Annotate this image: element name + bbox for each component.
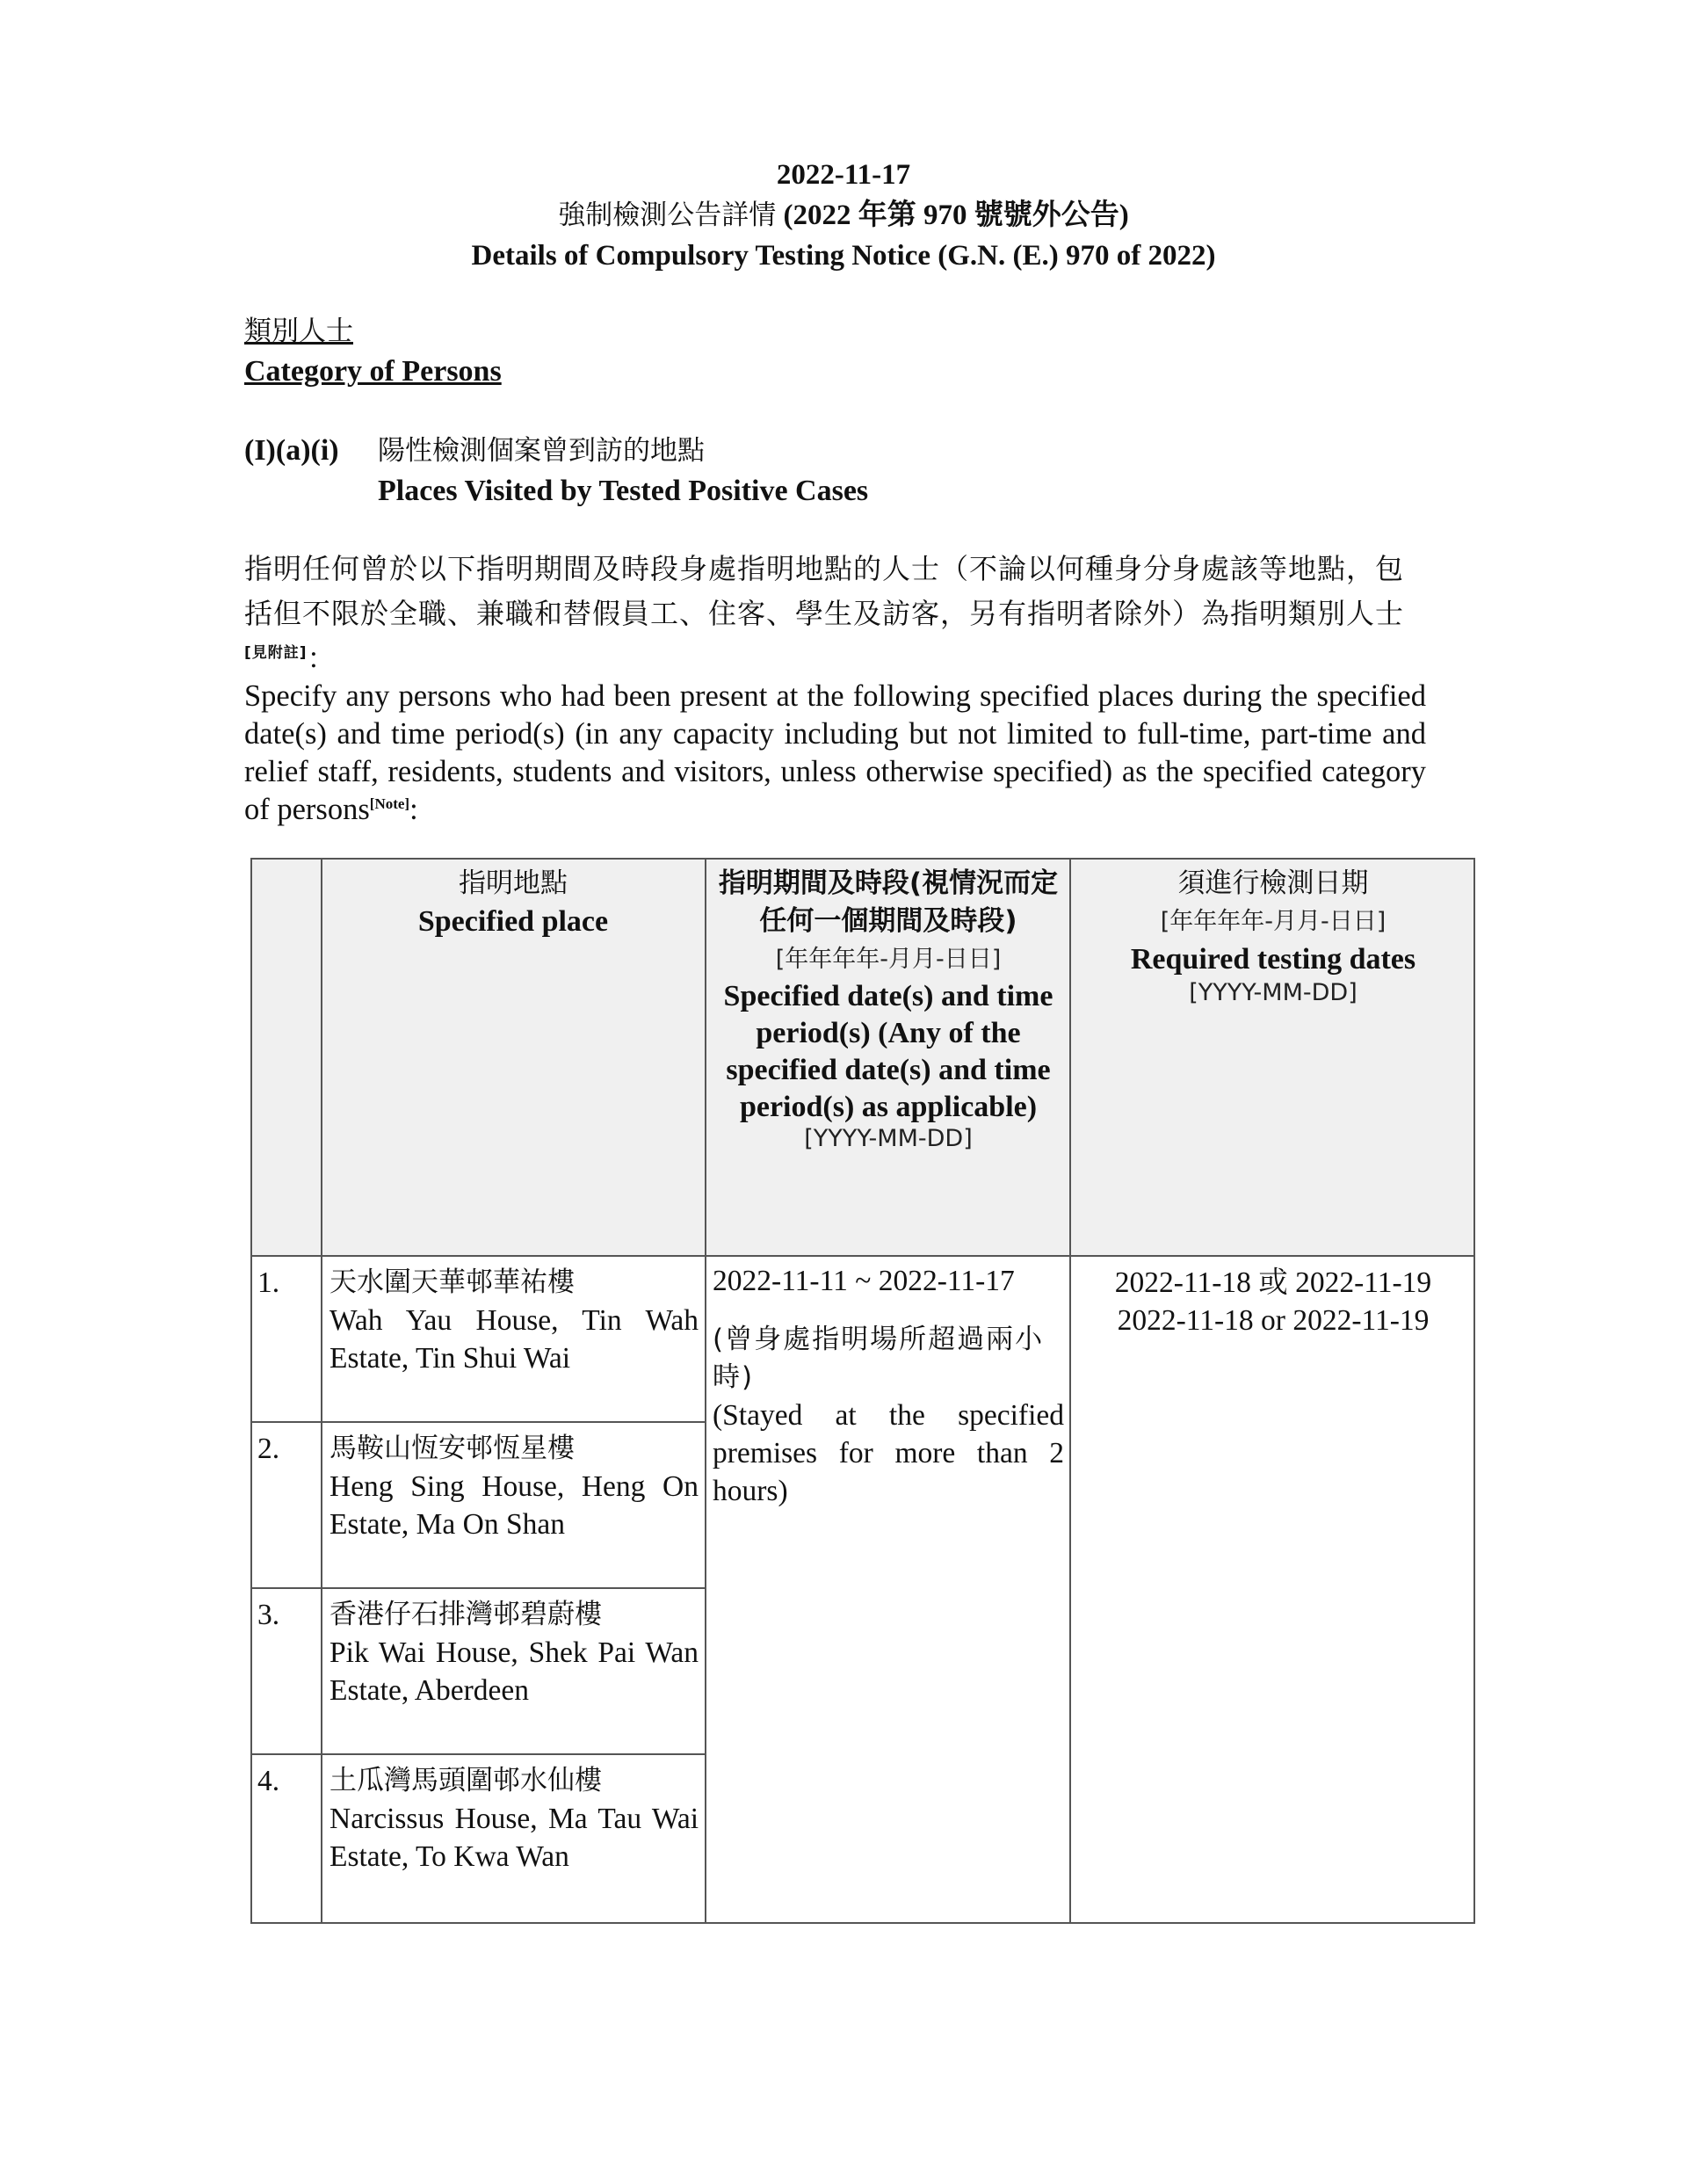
table-border-bottom	[250, 1922, 1475, 1924]
header-testing-en: Required testing dates	[1130, 943, 1416, 976]
section-number: (I)(a)(i)	[244, 434, 339, 467]
header-place-zh: 指明地點	[459, 867, 568, 899]
header-place-en: Specified place	[417, 905, 609, 938]
row-3-place-zh: 香港仔石排灣邨碧蔚樓	[329, 1599, 602, 1630]
places-table	[250, 858, 1475, 1924]
period-range: 2022-11-11 ~ 2022-11-17	[713, 1265, 1015, 1297]
title-zh-text: 強制檢測公告詳情	[558, 200, 777, 231]
header-testing-format-zh: [年年年年-月月-日日]	[1160, 908, 1387, 935]
intro-zh-end: ：	[307, 642, 337, 675]
header-specified-place	[324, 865, 702, 940]
header-testing-zh: 須進行檢測日期	[1177, 867, 1369, 899]
table-border-top	[250, 858, 1475, 860]
header-row-divider	[250, 1255, 1475, 1257]
period-condition-zh: (曾身處指明場所超過兩小時)	[713, 1324, 1045, 1393]
table-border-right	[1473, 858, 1475, 1924]
header-period-en: Specified date(s) and time period(s) (Any of the specified date(s) and time period(s) as applicable)	[723, 980, 1053, 1123]
row-4-place-en: Narcissus House, Ma Tau Wai Estate, To Kwa Wan	[329, 1803, 699, 1873]
table-border-left	[250, 858, 252, 1924]
intro-en-text: Specify any persons who had been present at the following specified places during the specified date(s) and time period(s) (in any capacity including but not limited to full-time, part-time and relief staff, residents, students and visitors, unless otherwise specified) as the specified category of persons	[244, 679, 1426, 826]
col-divider-2	[705, 858, 706, 1924]
notice-title-zh	[0, 195, 1687, 236]
row-1-place	[329, 1264, 699, 1377]
row-4-place	[329, 1762, 699, 1876]
row-divider-2	[250, 1587, 706, 1589]
testing-dates-cell	[1075, 1264, 1472, 1339]
row-1-place-en: Wah Yau House, Tin Wah Estate, Tin Shui Wai	[329, 1304, 699, 1375]
row-3-number: 3.	[257, 1599, 280, 1631]
intro-paragraph-en	[244, 678, 1426, 829]
col-divider-1	[321, 858, 322, 1924]
header-period-format-zh: [年年年年-月月-日日]	[775, 946, 1002, 973]
notice-title-en: Details of Compulsory Testing Notice (G.N. (E.) 970 of 2022)	[471, 240, 1216, 272]
intro-zh-text: 指明任何曾於以下指明期間及時段身處指明地點的人士（不論以何種身分身處該等地點，包括但不限於全職、兼職和替假員工、住客、學生及訪客，另有指明者除外）為指明類別人士	[244, 552, 1405, 630]
row-divider-1	[250, 1421, 706, 1423]
row-3-place-en: Pik Wai House, Shek Pai Wan Estate, Aberdeen	[329, 1636, 699, 1707]
title-zh-ref: (2022 年第 970 號號外公告)	[783, 200, 1129, 231]
section-title-en: Places Visited by Tested Positive Cases	[378, 475, 869, 507]
period-condition-en: (Stayed at the specified premises for more than 2 hours)	[713, 1399, 1064, 1507]
intro-zh-note: [見附註]	[244, 644, 308, 662]
header-period-zh: 指明期間及時段(視情況而定任何一個期間及時段)	[718, 867, 1059, 937]
row-2-place-en: Heng Sing House, Heng On Estate, Ma On Shan	[329, 1470, 699, 1541]
row-1-place-zh: 天水圍天華邨華祐樓	[329, 1266, 575, 1298]
row-2-number: 2.	[257, 1433, 280, 1465]
row-3-place	[329, 1596, 699, 1709]
row-4-place-zh: 土瓜灣馬頭圍邨水仙樓	[329, 1765, 602, 1796]
category-heading-zh	[244, 311, 353, 352]
category-zh-text: 類別人士	[244, 316, 353, 347]
intro-en-note: [Note]	[369, 795, 410, 812]
notice-date: 2022-11-17	[776, 159, 911, 191]
row-4-number: 4.	[257, 1765, 280, 1797]
testing-dates-zh: 2022-11-18 或 2022-11-19	[1114, 1266, 1432, 1299]
header-testing-format-en: [YYYY-MM-DD]	[1189, 979, 1358, 1006]
section-title-zh: 陽性檢測個案曾到訪的地點	[378, 435, 705, 467]
testing-dates-en: 2022-11-18 or 2022-11-19	[1117, 1304, 1430, 1337]
row-1-number: 1.	[257, 1266, 280, 1299]
row-2-place	[329, 1430, 699, 1543]
header-period-format-en: [YYYY-MM-DD]	[804, 1125, 973, 1152]
intro-en-end: :	[409, 793, 418, 826]
category-heading-en	[244, 352, 502, 392]
row-2-place-zh: 馬鞍山恆安邨恆星樓	[329, 1433, 575, 1464]
header-specified-period	[711, 865, 1066, 1152]
header-testing-dates	[1075, 865, 1472, 1008]
period-cell	[713, 1262, 1064, 1510]
row-divider-3	[250, 1753, 706, 1755]
section-heading	[244, 431, 869, 507]
category-en-text: Category of Persons	[244, 355, 502, 388]
intro-paragraph-zh	[244, 547, 1426, 681]
col-divider-3	[1069, 858, 1071, 1924]
